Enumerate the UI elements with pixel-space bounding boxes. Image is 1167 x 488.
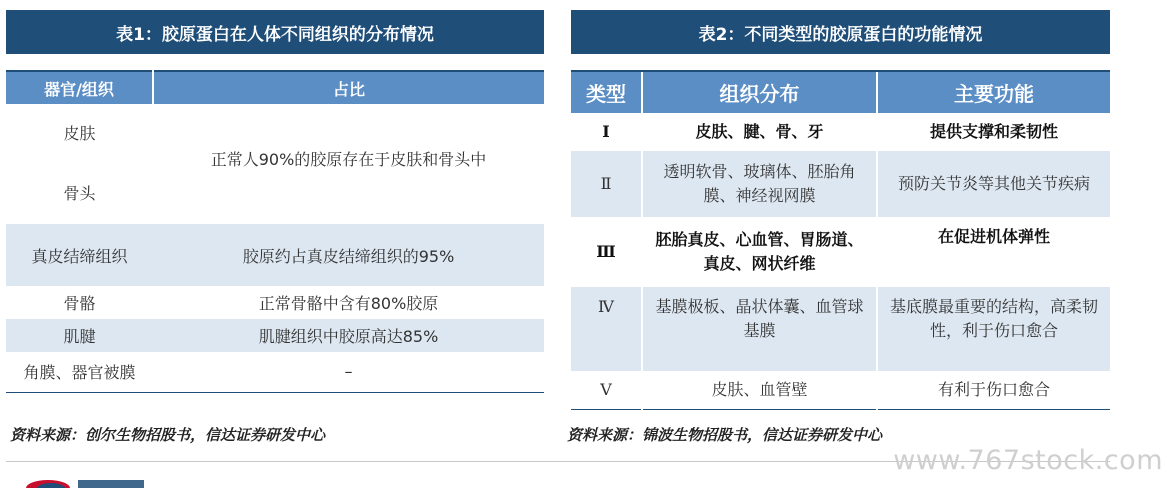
table2-type-cell: Ⅳ bbox=[571, 287, 642, 371]
table2-function-cell: 有利于伤口愈合 bbox=[877, 371, 1110, 409]
table2-panel bbox=[571, 10, 1110, 399]
logo-wordmark bbox=[78, 480, 144, 488]
table-row bbox=[6, 286, 544, 319]
table1-organ-cell: 骨骼 bbox=[63, 294, 96, 313]
table-row bbox=[6, 319, 544, 352]
table1-organ-cell: 真皮结缔组织 bbox=[6, 224, 153, 286]
table2-function-cell: 在促进机体弹性 bbox=[877, 217, 1110, 287]
table-row bbox=[571, 287, 1110, 371]
table1-source: 资料来源：创尔生物招股书，信达证券研发中心 bbox=[10, 426, 326, 444]
table2-distribution-cell: 透明软骨、玻璃体、胚胎角膜、神经视网膜 bbox=[642, 151, 877, 217]
table1-organ-cell bbox=[6, 104, 153, 224]
table1-panel bbox=[6, 10, 544, 383]
table2-source: 资料来源：锦波生物招股书，信达证券研发中心 bbox=[567, 426, 883, 444]
table2-type-cell: Ⅴ bbox=[600, 379, 612, 399]
table-row bbox=[6, 224, 544, 286]
table2-function-cell: 预防关节炎等其他关节疾病 bbox=[877, 151, 1110, 217]
table1-share-cell: 正常骨骼中含有80%胶原 bbox=[258, 294, 439, 313]
table2-title: 表2：不同类型的胶原蛋白的功能情况 bbox=[571, 10, 1110, 54]
table-row bbox=[571, 371, 1110, 409]
table1-share-cell: 胶原约占真皮结缔组织的95% bbox=[153, 224, 544, 286]
table2-function-cell: 基底膜最重要的结构，高柔韧性，利于伤口愈合 bbox=[877, 287, 1110, 371]
table1-header-organ: 器官/组织 bbox=[6, 71, 153, 104]
table-row bbox=[6, 352, 544, 392]
table1-header-share: 占比 bbox=[153, 71, 544, 104]
table2-header-distribution: 组织分布 bbox=[642, 71, 877, 113]
table2-function-cell: 提供支撑和柔韧性 bbox=[877, 113, 1110, 151]
table2-distribution-cell: 皮肤、血管壁 bbox=[642, 371, 877, 409]
table2-type-cell: Ⅲ bbox=[596, 242, 616, 261]
table-row bbox=[6, 104, 544, 224]
table-row bbox=[571, 113, 1110, 151]
table2-distribution-cell: 皮肤、腱、骨、牙 bbox=[642, 113, 877, 151]
table2-header-function: 主要功能 bbox=[877, 71, 1110, 113]
table-row bbox=[571, 217, 1110, 287]
table1-title: 表1：胶原蛋白在人体不同组织的分布情况 bbox=[6, 10, 544, 54]
table1-organ-bone: 骨头 bbox=[63, 184, 96, 203]
table2-header-row bbox=[571, 71, 1110, 113]
table1-share-cell: 肌腱组织中胶原高达85% bbox=[153, 319, 544, 352]
table2-header-type: 类型 bbox=[571, 71, 642, 113]
table2-type-cell: Ⅰ bbox=[602, 122, 610, 141]
table2 bbox=[571, 70, 1110, 410]
watermark: www.767stock.com bbox=[893, 445, 1163, 476]
table2-distribution-cell: 基膜极板、晶状体囊、血管球基膜 bbox=[642, 287, 877, 371]
table1-organ-skin: 皮肤 bbox=[63, 124, 96, 143]
table1-header-row bbox=[6, 71, 544, 104]
brand-logo bbox=[26, 480, 146, 488]
table1-share-cell: – bbox=[344, 362, 353, 382]
table-row bbox=[571, 151, 1110, 217]
table1-organ-cell: 角膜、器官被膜 bbox=[23, 363, 136, 383]
table1 bbox=[6, 70, 544, 393]
table1-share-cell: 正常人90%的胶原存在于皮肤和骨头中 bbox=[210, 149, 487, 169]
table2-distribution-cell: 胚胎真皮、心血管、胃肠道、真皮、网状纤维 bbox=[642, 217, 877, 287]
table1-organ-cell: 肌腱 bbox=[6, 319, 153, 352]
table2-type-cell: Ⅱ bbox=[571, 151, 642, 217]
